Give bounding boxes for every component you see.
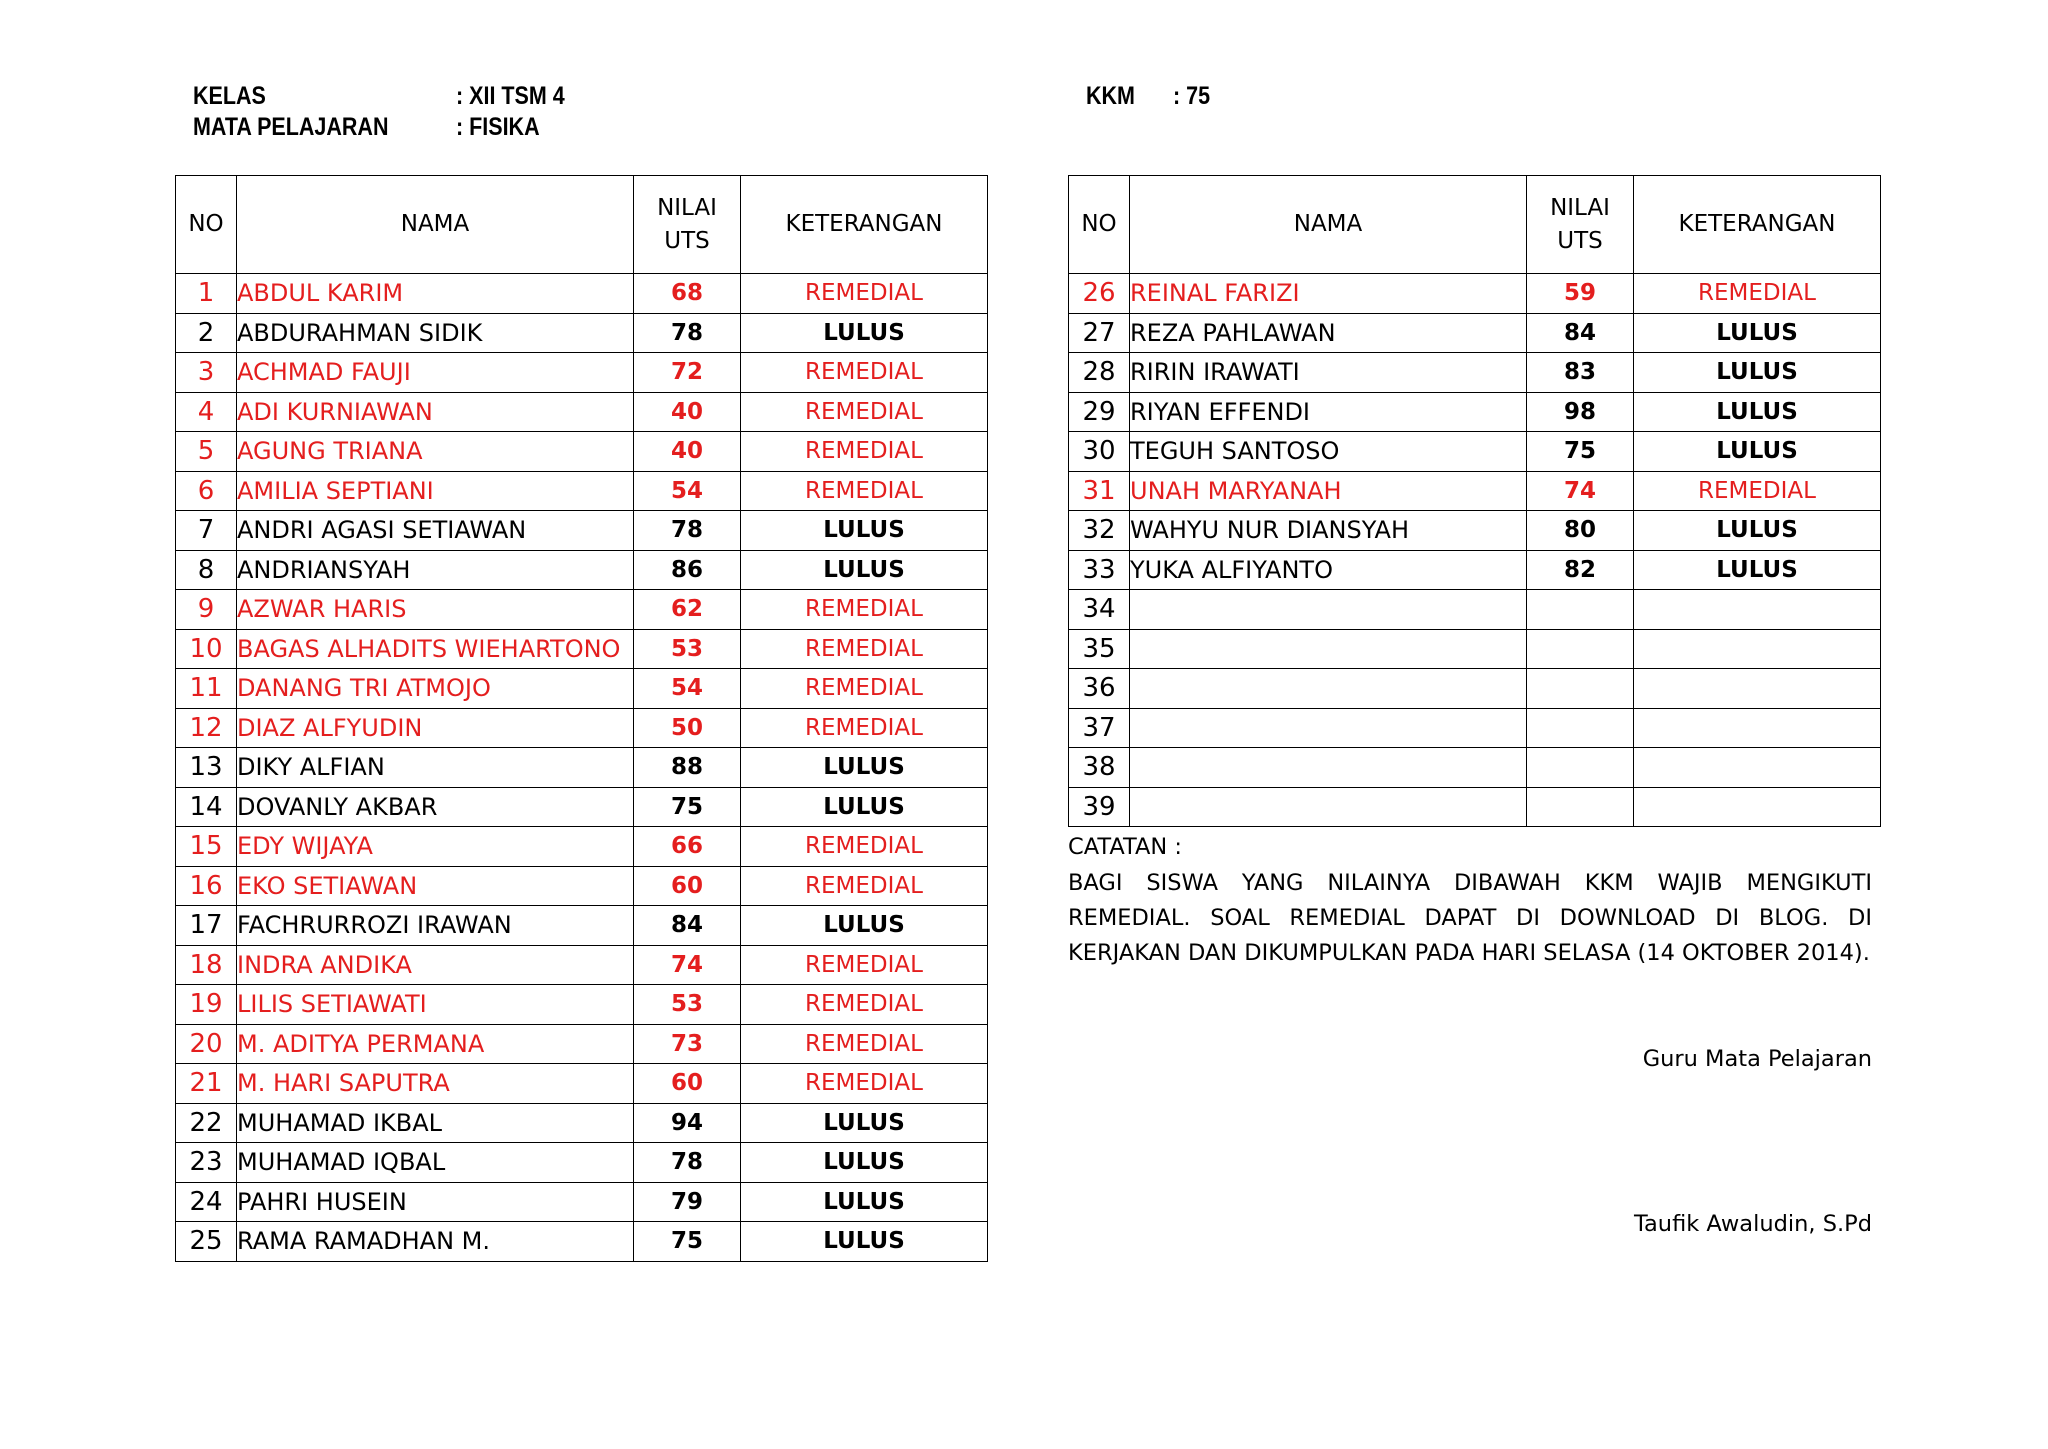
signature-name: Taufik Awaludin, S.Pd	[1634, 1211, 1872, 1237]
table-row	[176, 748, 988, 788]
student-name: LILIS SETIAWATI	[237, 985, 634, 1025]
student-name: MUHAMAD IQBAL	[237, 1143, 634, 1183]
col-header-nama: NAMA	[1130, 176, 1527, 274]
student-status: LULUS	[1634, 313, 1881, 353]
student-no: 15	[176, 827, 237, 867]
student-name: ABDURAHMAN SIDIK	[237, 313, 634, 353]
student-no: 25	[176, 1222, 237, 1262]
col-header-nama: NAMA	[237, 176, 634, 274]
note-body: BAGI SISWA YANG NILAINYA DIBAWAH KKM WAJIB MENGIKUTI REMEDIAL. SOAL REMEDIAL DAPAT DI DOWNLOAD DI BLOG. DI KERJAKAN DAN DIKUMPULKAN PADA HARI SELASA (14 OKTOBER 2014).	[1068, 870, 1872, 966]
student-no: 12	[176, 708, 237, 748]
student-score: 62	[634, 590, 741, 630]
student-status	[1634, 629, 1881, 669]
student-name: REZA PAHLAWAN	[1130, 313, 1527, 353]
student-no: 1	[176, 274, 237, 314]
table-row	[176, 313, 988, 353]
student-score: 59	[1527, 274, 1634, 314]
student-name	[1130, 669, 1527, 709]
student-no: 35	[1069, 629, 1130, 669]
kkm-value: : 75	[1173, 82, 1211, 110]
mapel-value: : FISIKA	[456, 113, 540, 141]
student-no: 28	[1069, 353, 1130, 393]
student-score: 54	[634, 669, 741, 709]
kelas-label: KELAS	[193, 82, 266, 110]
student-name: AZWAR HARIS	[237, 590, 634, 630]
student-no: 21	[176, 1064, 237, 1104]
student-score: 54	[634, 471, 741, 511]
student-status: REMEDIAL	[741, 629, 988, 669]
student-status: LULUS	[741, 748, 988, 788]
student-name: RIYAN EFFENDI	[1130, 392, 1527, 432]
table-row	[176, 866, 988, 906]
student-name: DIKY ALFIAN	[237, 748, 634, 788]
student-status: REMEDIAL	[741, 590, 988, 630]
col-header-nilai-line2: UTS	[1557, 227, 1603, 254]
table-row	[176, 985, 988, 1025]
student-status: REMEDIAL	[741, 1064, 988, 1104]
col-header-nilai	[1527, 176, 1634, 274]
table-row	[176, 827, 988, 867]
student-no: 31	[1069, 471, 1130, 511]
student-status: REMEDIAL	[741, 827, 988, 867]
student-no: 36	[1069, 669, 1130, 709]
student-status: REMEDIAL	[1634, 274, 1881, 314]
student-status: REMEDIAL	[1634, 471, 1881, 511]
kelas-value: : XII TSM 4	[456, 82, 565, 110]
student-status: REMEDIAL	[741, 866, 988, 906]
student-name: M. HARI SAPUTRA	[237, 1064, 634, 1104]
table-row	[1069, 550, 1881, 590]
note-title: CATATAN :	[1068, 834, 1182, 860]
student-name: INDRA ANDIKA	[237, 945, 634, 985]
student-name: EKO SETIAWAN	[237, 866, 634, 906]
student-no: 23	[176, 1143, 237, 1183]
student-score: 74	[1527, 471, 1634, 511]
student-no: 16	[176, 866, 237, 906]
student-no: 3	[176, 353, 237, 393]
table-row	[1069, 353, 1881, 393]
table-row	[1069, 432, 1881, 472]
student-name	[1130, 787, 1527, 827]
student-name: RAMA RAMADHAN M.	[237, 1222, 634, 1262]
student-no: 20	[176, 1024, 237, 1064]
student-name: FACHRURROZI IRAWAN	[237, 906, 634, 946]
student-score: 73	[634, 1024, 741, 1064]
student-status: REMEDIAL	[741, 392, 988, 432]
student-name: YUKA ALFIYANTO	[1130, 550, 1527, 590]
signature-role: Guru Mata Pelajaran	[1642, 1046, 1872, 1072]
student-no: 5	[176, 432, 237, 472]
student-score: 66	[634, 827, 741, 867]
student-no: 11	[176, 669, 237, 709]
table-row	[1069, 708, 1881, 748]
student-score: 75	[634, 787, 741, 827]
student-score: 75	[634, 1222, 741, 1262]
student-no: 33	[1069, 550, 1130, 590]
col-header-keterangan: KETERANGAN	[1634, 176, 1881, 274]
student-name: UNAH MARYANAH	[1130, 471, 1527, 511]
table-row	[176, 353, 988, 393]
table-row	[176, 669, 988, 709]
student-no: 13	[176, 748, 237, 788]
student-no: 10	[176, 629, 237, 669]
table-row	[176, 1222, 988, 1262]
student-status: LULUS	[741, 1143, 988, 1183]
table-row	[176, 708, 988, 748]
grades-table-right	[1068, 175, 1881, 827]
table-row	[1069, 669, 1881, 709]
student-no: 9	[176, 590, 237, 630]
student-status: REMEDIAL	[741, 471, 988, 511]
student-no: 14	[176, 787, 237, 827]
student-score: 53	[634, 629, 741, 669]
student-no: 27	[1069, 313, 1130, 353]
table-header-row	[176, 176, 988, 274]
student-name: AMILIA SEPTIANI	[237, 471, 634, 511]
col-header-nilai-line1: NILAI	[1550, 194, 1610, 221]
student-score	[1527, 669, 1634, 709]
student-score: 68	[634, 274, 741, 314]
student-score: 82	[1527, 550, 1634, 590]
student-name: DIAZ ALFYUDIN	[237, 708, 634, 748]
table-row	[176, 945, 988, 985]
student-score	[1527, 787, 1634, 827]
student-no: 6	[176, 471, 237, 511]
student-no: 8	[176, 550, 237, 590]
student-score: 78	[634, 313, 741, 353]
student-score: 74	[634, 945, 741, 985]
student-status: LULUS	[741, 787, 988, 827]
student-status	[1634, 708, 1881, 748]
student-no: 19	[176, 985, 237, 1025]
student-name	[1130, 708, 1527, 748]
table-row	[1069, 629, 1881, 669]
table-row	[1069, 590, 1881, 630]
table-row	[176, 511, 988, 551]
student-no: 37	[1069, 708, 1130, 748]
table-header-row	[1069, 176, 1881, 274]
student-score: 53	[634, 985, 741, 1025]
student-score: 98	[1527, 392, 1634, 432]
student-name: EDY WIJAYA	[237, 827, 634, 867]
student-score: 40	[634, 392, 741, 432]
student-name: REINAL FARIZI	[1130, 274, 1527, 314]
table-row	[1069, 471, 1881, 511]
student-status: REMEDIAL	[741, 1024, 988, 1064]
student-status: LULUS	[741, 906, 988, 946]
student-status: LULUS	[741, 1182, 988, 1222]
student-name: M. ADITYA PERMANA	[237, 1024, 634, 1064]
student-status	[1634, 787, 1881, 827]
student-status: REMEDIAL	[741, 945, 988, 985]
student-status: LULUS	[1634, 550, 1881, 590]
student-score: 75	[1527, 432, 1634, 472]
student-status: LULUS	[1634, 511, 1881, 551]
student-no: 38	[1069, 748, 1130, 788]
table-row	[176, 274, 988, 314]
table-row	[176, 1182, 988, 1222]
student-status: LULUS	[741, 1103, 988, 1143]
student-score: 40	[634, 432, 741, 472]
student-name: ACHMAD FAUJI	[237, 353, 634, 393]
student-status: REMEDIAL	[741, 985, 988, 1025]
student-status: LULUS	[1634, 392, 1881, 432]
student-score	[1527, 708, 1634, 748]
student-status: REMEDIAL	[741, 669, 988, 709]
student-status: LULUS	[741, 313, 988, 353]
student-status	[1634, 748, 1881, 788]
student-name: ANDRI AGASI SETIAWAN	[237, 511, 634, 551]
student-status: REMEDIAL	[741, 708, 988, 748]
student-score	[1527, 748, 1634, 788]
table-row	[176, 787, 988, 827]
table-row	[176, 550, 988, 590]
student-score: 84	[634, 906, 741, 946]
table-row	[176, 1024, 988, 1064]
student-name: WAHYU NUR DIANSYAH	[1130, 511, 1527, 551]
mapel-label: MATA PELAJARAN	[193, 113, 389, 141]
table-row	[1069, 392, 1881, 432]
student-no: 2	[176, 313, 237, 353]
student-name: PAHRI HUSEIN	[237, 1182, 634, 1222]
student-no: 34	[1069, 590, 1130, 630]
student-name: MUHAMAD IKBAL	[237, 1103, 634, 1143]
student-score: 60	[634, 866, 741, 906]
student-name: DANANG TRI ATMOJO	[237, 669, 634, 709]
student-status: REMEDIAL	[741, 353, 988, 393]
student-score: 94	[634, 1103, 741, 1143]
student-score: 86	[634, 550, 741, 590]
student-status: LULUS	[1634, 353, 1881, 393]
student-name: AGUNG TRIANA	[237, 432, 634, 472]
table-row	[1069, 748, 1881, 788]
student-score	[1527, 629, 1634, 669]
col-header-nilai-line2: UTS	[664, 227, 710, 254]
student-name	[1130, 748, 1527, 788]
student-score: 50	[634, 708, 741, 748]
student-score: 79	[634, 1182, 741, 1222]
student-score: 72	[634, 353, 741, 393]
student-name: ANDRIANSYAH	[237, 550, 634, 590]
table-row	[176, 1143, 988, 1183]
col-header-nilai	[634, 176, 741, 274]
student-no: 24	[176, 1182, 237, 1222]
student-status: LULUS	[741, 511, 988, 551]
table-row	[176, 906, 988, 946]
student-no: 18	[176, 945, 237, 985]
student-no: 39	[1069, 787, 1130, 827]
student-score: 80	[1527, 511, 1634, 551]
col-header-keterangan: KETERANGAN	[741, 176, 988, 274]
table-row	[1069, 274, 1881, 314]
student-status	[1634, 590, 1881, 630]
student-score: 60	[634, 1064, 741, 1104]
student-status: LULUS	[741, 550, 988, 590]
table-row	[1069, 787, 1881, 827]
student-no: 7	[176, 511, 237, 551]
table-row	[176, 1103, 988, 1143]
student-name: DOVANLY AKBAR	[237, 787, 634, 827]
student-name: BAGAS ALHADITS WIEHARTONO	[237, 629, 634, 669]
col-header-no: NO	[176, 176, 237, 274]
student-name: RIRIN IRAWATI	[1130, 353, 1527, 393]
table-row	[176, 629, 988, 669]
table-row	[1069, 313, 1881, 353]
table-row	[176, 392, 988, 432]
student-score: 83	[1527, 353, 1634, 393]
table-row	[176, 590, 988, 630]
student-no: 29	[1069, 392, 1130, 432]
table-row	[176, 471, 988, 511]
table-row	[1069, 511, 1881, 551]
student-score: 78	[634, 1143, 741, 1183]
student-no: 26	[1069, 274, 1130, 314]
student-name: ADI KURNIAWAN	[237, 392, 634, 432]
kkm-label: KKM	[1086, 82, 1135, 110]
student-name: ABDUL KARIM	[237, 274, 634, 314]
student-status: REMEDIAL	[741, 432, 988, 472]
grades-table-left	[175, 175, 988, 1262]
student-status	[1634, 669, 1881, 709]
student-no: 30	[1069, 432, 1130, 472]
student-no: 32	[1069, 511, 1130, 551]
table-row	[176, 1064, 988, 1104]
student-no: 17	[176, 906, 237, 946]
student-status: REMEDIAL	[741, 274, 988, 314]
student-no: 4	[176, 392, 237, 432]
student-no: 22	[176, 1103, 237, 1143]
student-status: LULUS	[1634, 432, 1881, 472]
student-name	[1130, 590, 1527, 630]
student-name	[1130, 629, 1527, 669]
student-score: 78	[634, 511, 741, 551]
col-header-nilai-line1: NILAI	[657, 194, 717, 221]
student-score: 84	[1527, 313, 1634, 353]
table-row	[176, 432, 988, 472]
student-score	[1527, 590, 1634, 630]
student-name: TEGUH SANTOSO	[1130, 432, 1527, 472]
student-status: LULUS	[741, 1222, 988, 1262]
col-header-no: NO	[1069, 176, 1130, 274]
student-score: 88	[634, 748, 741, 788]
